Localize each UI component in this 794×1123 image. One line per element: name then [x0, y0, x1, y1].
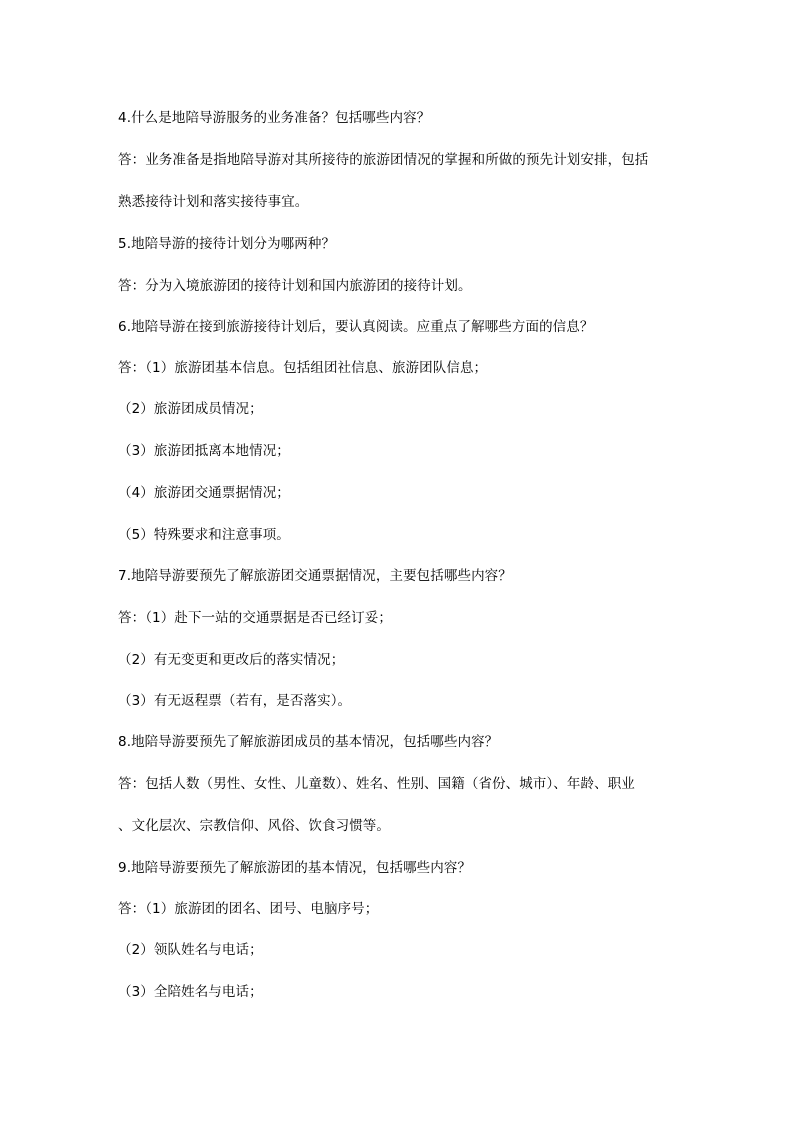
answer-9-item-2: （2）领队姓名与电话；: [118, 942, 263, 958]
question-9: 9.地陪导游要预先了解旅游团的基本情况，包括哪些内容？: [118, 860, 472, 876]
answer-5: 答：分为入境旅游团的接待计划和国内旅游团的接待计划。: [118, 278, 472, 294]
answer-7-item-3: （3）有无返程票（若有，是否落实）。: [118, 693, 352, 709]
answer-4-line-1: 答：业务准备是指地陪导游对其所接待的旅游团情况的掌握和所做的预先计划安排，包括: [118, 152, 649, 168]
question-4: 4.什么是地陪导游服务的业务准备？包括哪些内容？: [118, 110, 431, 126]
answer-6-item-5: （5）特殊要求和注意事项。: [118, 527, 290, 543]
answer-6-item-3: （3）旅游团抵离本地情况；: [118, 443, 290, 459]
answer-6-item-2: （2）旅游团成员情况；: [118, 401, 263, 417]
answer-4-line-2: 熟悉接待计划和落实接待事宜。: [118, 194, 309, 210]
answer-9-item-1: 答：（1）旅游团的团名、团号、电脑序号；: [118, 901, 379, 917]
answer-7-item-2: （2）有无变更和更改后的落实情况；: [118, 652, 345, 668]
question-8: 8.地陪导游要预先了解旅游团成员的基本情况，包括哪些内容？: [118, 734, 499, 750]
answer-6-item-4: （4）旅游团交通票据情况；: [118, 485, 290, 501]
question-6: 6.地陪导游在接到旅游接待计划后，要认真阅读。应重点了解哪些方面的信息？: [118, 319, 594, 335]
question-5: 5.地陪导游的接待计划分为哪两种？: [118, 236, 336, 252]
answer-9-item-3: （3）全陪姓名与电话；: [118, 984, 263, 1000]
answer-6-item-1: 答：（1）旅游团基本信息。包括组团社信息、旅游团队信息；: [118, 360, 488, 376]
answer-8-line-2: 、文化层次、宗教信仰、风俗、饮食习惯等。: [118, 818, 390, 834]
answer-7-item-1: 答：（1）赴下一站的交通票据是否已经订妥；: [118, 610, 392, 626]
answer-8-line-1: 答：包括人数（男性、女性、儿童数）、姓名、性别、国籍（省份、城市）、年龄、职业: [118, 776, 635, 792]
question-7: 7.地陪导游要预先了解旅游团交通票据情况，主要包括哪些内容？: [118, 568, 512, 584]
